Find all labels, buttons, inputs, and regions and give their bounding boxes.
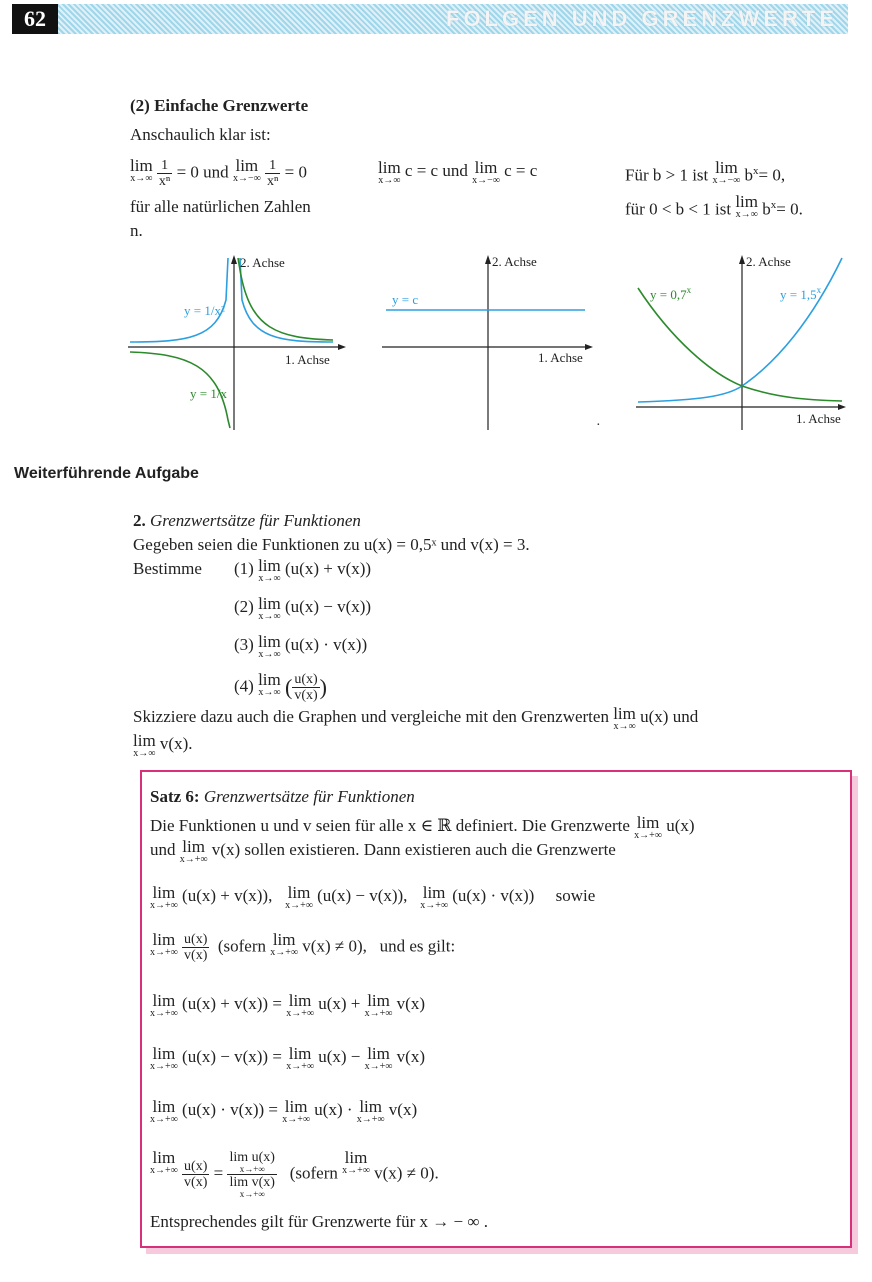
item-number: (1) [234,559,254,578]
limit-operator: lim x→+∞ [179,837,208,865]
fraction-1-over-xn: $\frac{1}{\text{xⁿ}}$ [266,158,279,189]
graph-constant [380,250,600,435]
text-eq-0: = 0, [758,165,786,185]
item-expression: (u(x) − v(x)) [285,597,372,616]
text-sofern: sofern [295,1163,338,1183]
limit-operator: lim x→+∞ [286,1044,314,1072]
label-1-over-x: y = 1/x [190,386,227,401]
theorem-text: Die Funktionen u und v seien für alle x ∈ ℝ definiert. Die Grenzwerte [150,816,630,835]
item-number: (4) [234,676,254,696]
limit-operator: lim x→−∞ [232,156,261,184]
graph-reciprocal [128,250,348,435]
limit-operator: lim x→∞ [378,158,401,186]
text-c-und: c = c und [404,161,468,180]
limit-operator: lim x→+∞ [150,930,178,958]
limit-line-exp-1: Für b > 1 ist lim x→−∞ $b^x= 0$, [625,158,786,186]
limit-operator: lim x→+∞ [364,991,393,1019]
curve-0-7-pow-x [638,288,842,401]
limit-operator: lim x→+∞ [150,1148,178,1176]
sketch-text: Skizziere dazu auch die Graphen und vergleiche mit den Grenzwerten [133,707,609,726]
theorem-last-line: Entsprechendes gilt für Grenzwerte für x → − ∞ . [150,1212,488,1231]
limit-operator: lim x→∞ [133,731,156,759]
rule-sum: lim x→+∞ (u(x) + v(x)) = lim x→+∞ u(x) + lim x→+∞ v(x) [150,991,425,1019]
curve-1-over-x-right [238,258,333,340]
theorem-line-1: Die Funktionen u und v seien für alle x ∈ ℝ definiert. Die Grenzwerte lim x→+∞ u(x) [150,813,695,841]
limit-operator: lim x→+∞ [270,930,299,958]
limit-operator: lim x→∞ [613,704,636,732]
y-axis-arrow [739,255,745,264]
text-n: n. [130,221,143,240]
fraction-1-over-xn: $\frac{1}{\text{xⁿ}}$ [158,158,171,189]
graph-exponential [632,250,852,435]
theorem-name: Grenzwertsätze für Funktionen [203,787,415,806]
y-axis-label: 2. Achse [746,254,791,269]
theorem-label: Satz 6: [150,787,200,806]
task-number: 2. [133,511,146,530]
limit-operator: lim x→+∞ [356,1097,385,1125]
limit-operator: lim x→∞ [130,156,153,184]
fraction-u-over-v: $\frac{u(x)}{v(x)}$ [184,1159,208,1190]
limit-operator: lim x→∞ [258,632,281,660]
sketch-text-end: v(x). [159,734,193,753]
y-axis-label: 2. Achse [240,255,285,270]
limit-operator: lim x→−∞ [712,158,741,186]
text-eq-zero: = 0 [284,162,307,182]
x-axis-label: 1. Achse [285,352,330,367]
task-given: Gegeben seien die Funktionen zu u(x) = 0,5ˣ und v(x) = 3. [133,535,530,554]
task-item-2 [234,596,371,622]
fraction-u-over-v: $\frac{u(x)}{v(x)}$ [184,932,208,963]
label-y-c: y = c [392,292,419,307]
x-axis-label: 1. Achse [538,350,583,365]
curve-1-over-x2-right [240,258,333,342]
rule-product: lim x→+∞ (u(x) · v(x)) = lim x→+∞ u(x) · lim x→+∞ v(x) [150,1097,418,1125]
theorem-text: und [150,840,176,859]
label-1-over-x2: y = 1/x² [184,303,225,318]
theorem-quotient-row: lim x→+∞ $\frac{u(x)}{v(x)}$ (sofern lim x→+∞ v(x) ≠ 0), und es gilt: [150,930,456,963]
text-natural-numbers: für alle natürlichen Zahlen [130,197,311,216]
text-eq-0: = 0. [776,199,803,219]
text-b-lt-1: für 0 < b < 1 ist [625,199,732,219]
task-title: Grenzwertsätze für Funktionen [150,511,361,530]
curve-1-5-pow-x [638,258,842,402]
task-item-1 [234,558,371,584]
rule-quotient: lim x→+∞ $\frac{u(x)}{v(x)}$ = lim u(x) x→+∞ lim v(x) x→+∞ (sofern lim x→+∞ v(x) ≠ 0). [150,1148,439,1199]
item-number: (3) [234,635,254,654]
task-item-3 [234,634,367,660]
section-intro: Anschaulich klar ist: [130,125,271,144]
item-expression: (u(x) · v(x)) [285,635,368,654]
y-axis-arrow [231,255,237,264]
text-sofern: sofern [223,936,267,956]
y-axis-label: 2. Achse [492,254,537,269]
task-sketch-line: Skizziere dazu auch die Graphen und vergleiche mit den Grenzwerten lim x→∞ u(x) und [133,704,699,732]
limit-operator: lim x→+∞ [286,991,314,1019]
limit-operator: lim x→∞ [258,556,281,584]
theorem-title [150,786,415,808]
limit-operator: lim x→+∞ [282,1097,311,1125]
task-sketch-line-2 [133,733,193,759]
x-axis-arrow [838,404,846,410]
limit-operator: lim x→+∞ [285,883,313,911]
x-axis-arrow [338,344,346,350]
fraction-lim-u-over-lim-v: lim u(x) x→+∞ lim v(x) x→+∞ [229,1150,275,1199]
limit-line-1 [130,158,307,189]
section-heading: (2) Einfache Grenzwerte [130,96,309,115]
further-heading: Weiterführende Aufgabe [14,465,199,482]
limit-operator: lim x→+∞ [150,883,178,911]
text-b-gt-1: Für b > 1 ist [625,165,709,185]
limit-line-exp-2: für 0 < b < 1 ist lim x→∞ $b^x= 0$. [625,192,803,220]
label-1-5-pow-x: $y = 1,5^x$ [780,285,822,302]
limit-operator: lim x→+∞ [150,991,178,1019]
item-expression: (u(x) + v(x)) [285,559,372,578]
limit-operator: lim x→+∞ [150,1097,178,1125]
fraction-u-over-v: $\frac{u(x)}{v(x)}$ [294,672,318,703]
theorem-limits-row: lim x→+∞ (u(x) + v(x)), lim x→+∞ (u(x) − v(x)), lim x→+∞ (u(x) · v(x)) sowie [150,883,596,911]
limit-operator: lim x→∞ [735,192,758,220]
x-axis-arrow [585,344,593,350]
rule-difference: lim x→+∞ (u(x) − v(x)) = lim x→+∞ u(x) − lim x→+∞ v(x) [150,1044,425,1072]
dot-mark: · [596,418,601,433]
limit-operator: lim x→∞ [258,670,281,698]
task-item-4: (4) lim x→∞ ( $\frac{u(x)}{v(x)}$ ) [234,670,327,703]
limit-operator: lim x→−∞ [472,158,500,186]
text-sowie: sowie [555,886,596,905]
page-number: 62 [12,4,58,34]
text-c-eq-c: c = c [504,161,538,180]
limit-operator: lim x→+∞ [150,1044,178,1072]
limit-operator: lim x→∞ [258,594,281,622]
limit-operator: lim x→+∞ [420,883,448,911]
text-und-es-gilt: und es gilt: [379,936,456,956]
x-axis-label: 1. Achse [796,411,841,426]
y-axis-arrow [485,255,491,264]
theorem-text: v(x) sollen existieren. Dann existieren auch die Grenzwerte [211,840,616,859]
limit-line-const [378,160,537,186]
text-und: = 0 und [176,162,229,182]
curve-1-over-x2-left [130,258,228,342]
label-0-7-pow-x: $y = 0,7^x$ [650,285,692,302]
task-title-line [133,510,361,532]
item-number: (2) [234,597,254,616]
theorem-line-2 [150,839,616,865]
limit-operator: lim x→+∞ [364,1044,393,1072]
chapter-title: FOLGEN UND GRENZWERTE [446,6,838,31]
task-bestimme: Bestimme [133,559,202,578]
limit-operator: lim x→+∞ [634,813,662,841]
limit-operator: lim x→+∞ [342,1148,370,1176]
